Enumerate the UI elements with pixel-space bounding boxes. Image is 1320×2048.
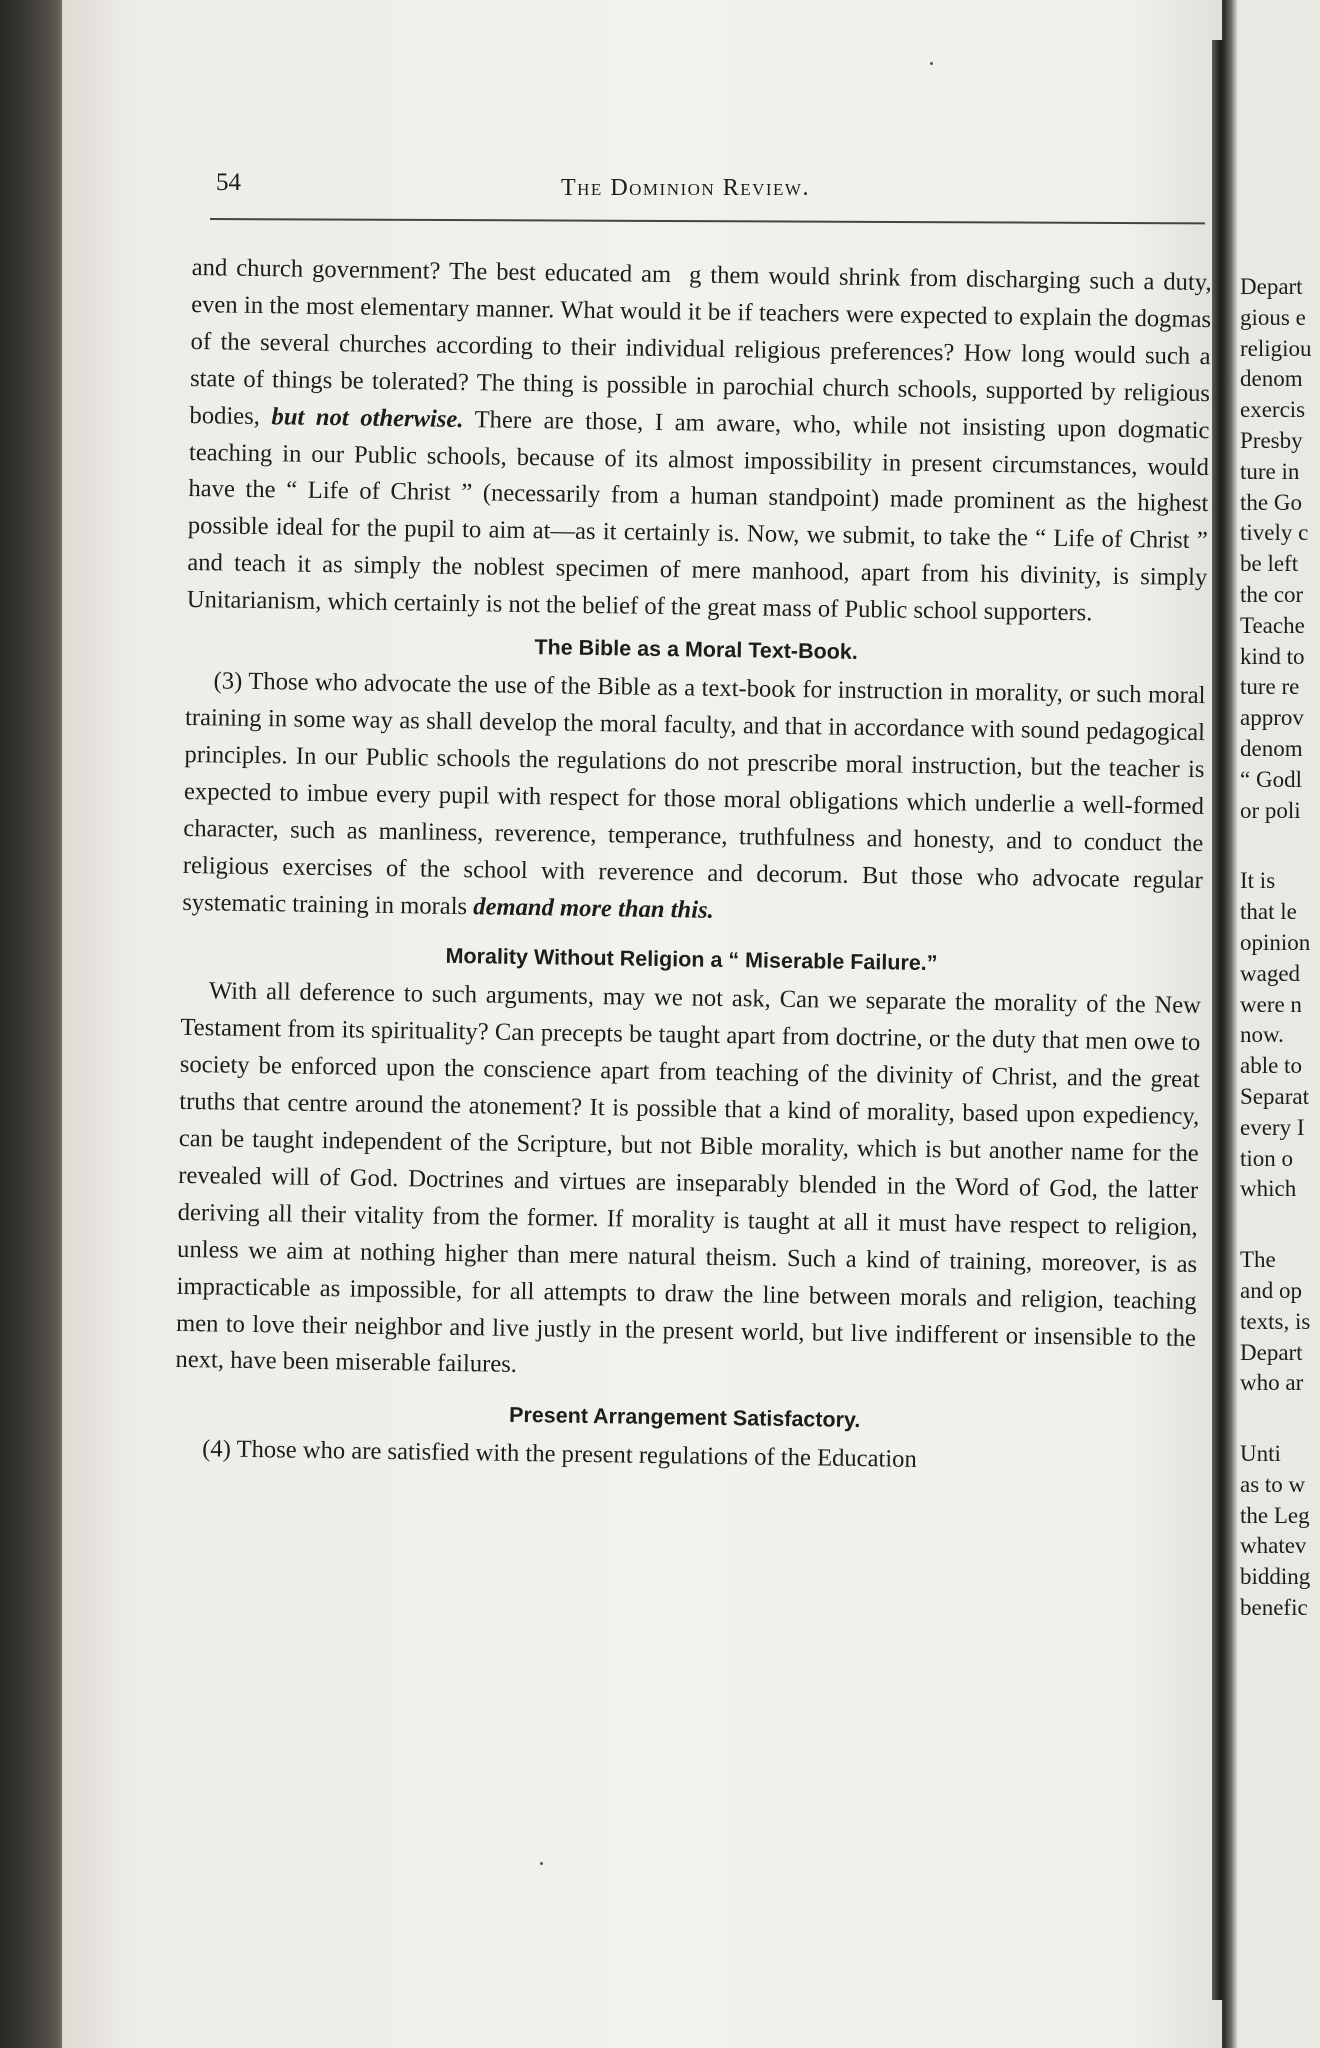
facing-line: denom xyxy=(1240,366,1303,392)
facing-line: and op xyxy=(1240,1277,1302,1303)
facing-line: “ Godl xyxy=(1240,766,1302,792)
p1-text-b: There are those, I am aware, who, while not insisting upon dogmatic teaching in our Public schools, because of its almost impossibility in present circumstances, would have the “ Life of Christ ” (necessarily from a human standpoint) made prominent as the highest possible ideal for the pupil to aim at—as it certainly is. Now, we submit, to take the “ Life of Christ ” and teach it as simply the noblest specimen of mere manhood, apart from his divinity, is simply Unitarianism, which certainly is not the belief of the great mass of Public school supporters. xyxy=(186,405,1210,627)
facing-line: Unti xyxy=(1240,1441,1281,1467)
facing-line: waged xyxy=(1240,960,1301,986)
paragraph-2 xyxy=(182,663,1206,936)
facing-line: who ar xyxy=(1240,1370,1304,1396)
facing-line: now. xyxy=(1240,1022,1284,1048)
facing-line: whatev xyxy=(1240,1533,1307,1559)
facing-gap xyxy=(1240,1205,1320,1225)
facing-gap xyxy=(1240,1419,1320,1439)
facing-line: The xyxy=(1240,1247,1276,1273)
p1-text-a: and church government? The best educated am g them would shrink from discharging such a duty, even in the most elementary manner. What would it be if teachers were expected to explain the dogmas of the several churches according to their individual religious preferences? How long would such a state of things be tolerated? The thing is possible in parochial church schools, supported by religious bodies, xyxy=(189,253,1212,430)
paragraph-1 xyxy=(187,250,1212,634)
facing-gap xyxy=(1240,1225,1320,1245)
facing-line: or poli xyxy=(1240,797,1301,823)
section-heading-morality-without-religion: Morality Without Religion a “ Miserable Failure.” xyxy=(445,944,938,976)
facing-page xyxy=(1224,0,1320,2048)
facing-line: denom xyxy=(1240,735,1303,761)
facing-line: the Go xyxy=(1240,489,1302,515)
running-title: The Dominion Review. xyxy=(561,175,810,201)
facing-line: tively c xyxy=(1240,520,1309,546)
facing-line: the Leg xyxy=(1240,1502,1310,1528)
section-heading-bible-textbook: The Bible as a Moral Text-Book. xyxy=(534,635,858,664)
facing-line: as to w xyxy=(1240,1471,1306,1497)
facing-line: every I xyxy=(1240,1114,1305,1140)
facing-page-shadow xyxy=(1224,0,1238,2048)
facing-line: It is xyxy=(1240,868,1276,894)
page-header xyxy=(216,165,1210,215)
facing-line: that le xyxy=(1240,899,1297,925)
paper-speck xyxy=(540,1862,543,1865)
facing-line: bidding xyxy=(1240,1564,1311,1590)
facing-line: kind to xyxy=(1240,643,1305,669)
facing-line: texts, is xyxy=(1240,1308,1311,1334)
facing-gap xyxy=(1240,1399,1320,1419)
facing-line: gious e xyxy=(1240,304,1306,330)
facing-line: were n xyxy=(1240,991,1302,1017)
facing-page-text xyxy=(1240,272,1320,1624)
facing-line: Depart xyxy=(1240,1339,1303,1365)
article-body xyxy=(174,250,1212,1483)
paragraph-4: (4) Those who are satisfied with the present regulations of the Education xyxy=(202,1435,917,1474)
facing-line: Teache xyxy=(1240,612,1305,638)
p2-text: (3) Those who advocate the use of the Bible as a text-book for instruction in morality, or such moral training in some way as shall develop the moral faculty, and that in accordance with sound pedagogical principles. In our Public schools the regulations do not prescribe moral instruction, but the teacher is expected to imbue every pupil with respect for those moral obligations which underlie a well-formed character, such as manliness, reverence, temperance, truthfulness and honesty, and to conduct the religious exercises of the school with reverence and decorum. But those who advocate regular systematic training in morals xyxy=(182,667,1206,920)
paper-speck xyxy=(930,62,933,65)
facing-line: Presby xyxy=(1240,427,1303,453)
p2-emphasis: demand more than this. xyxy=(473,892,714,924)
facing-gap xyxy=(1240,846,1320,866)
facing-line: benefic xyxy=(1240,1595,1308,1621)
p1-emphasis: but not otherwise. xyxy=(271,402,464,433)
facing-line: able to xyxy=(1240,1053,1302,1079)
facing-line: which xyxy=(1240,1176,1297,1202)
facing-line: approv xyxy=(1240,705,1304,731)
facing-line: Depart xyxy=(1240,274,1303,299)
paragraph-3: With all deference to such arguments, may we not ask, Can we separate the morality of the New Testament from its spirituality? Can precepts be taught apart from doctrine, or the duty that men owe to society be enforced upon the conscience apart from teaching of the divinity of Christ, and the great truths that centre around the atonement? It is possible that a kind of morality, based upon expediency, can be taught independent of the Scripture, but not Bible morality, which is but another name for the revealed will of God. Doctrines and virtues are inseparably blended in the Word of God, the latter deriving all their vitality from the former. If morality is taught at all it must have respect to religion, unless we aim at nothing higher than mere natural theism. Such a kind of training, moreover, is as impracticable as impossible, for all attempts to draw the line between morals and religion, teaching men to love their neighbor and live justly in the present world, but live indifferent or insensible to the next, have been miserable failures. xyxy=(175,977,1202,1379)
facing-gap xyxy=(1240,826,1320,846)
facing-line: tion o xyxy=(1240,1145,1294,1171)
section-heading-present-arrangement: Present Arrangement Satisfactory. xyxy=(508,1403,861,1433)
facing-line: ture in xyxy=(1240,458,1300,484)
facing-line: Separat xyxy=(1240,1083,1309,1109)
page-number: 54 xyxy=(216,169,241,196)
facing-line: be left xyxy=(1240,551,1299,577)
facing-line: exercis xyxy=(1240,397,1306,423)
left-binding-edge xyxy=(0,0,70,2048)
facing-line: ture re xyxy=(1240,674,1300,700)
facing-line: religiou xyxy=(1240,335,1312,361)
facing-line: the cor xyxy=(1240,581,1304,607)
facing-line: opinion xyxy=(1240,929,1311,955)
